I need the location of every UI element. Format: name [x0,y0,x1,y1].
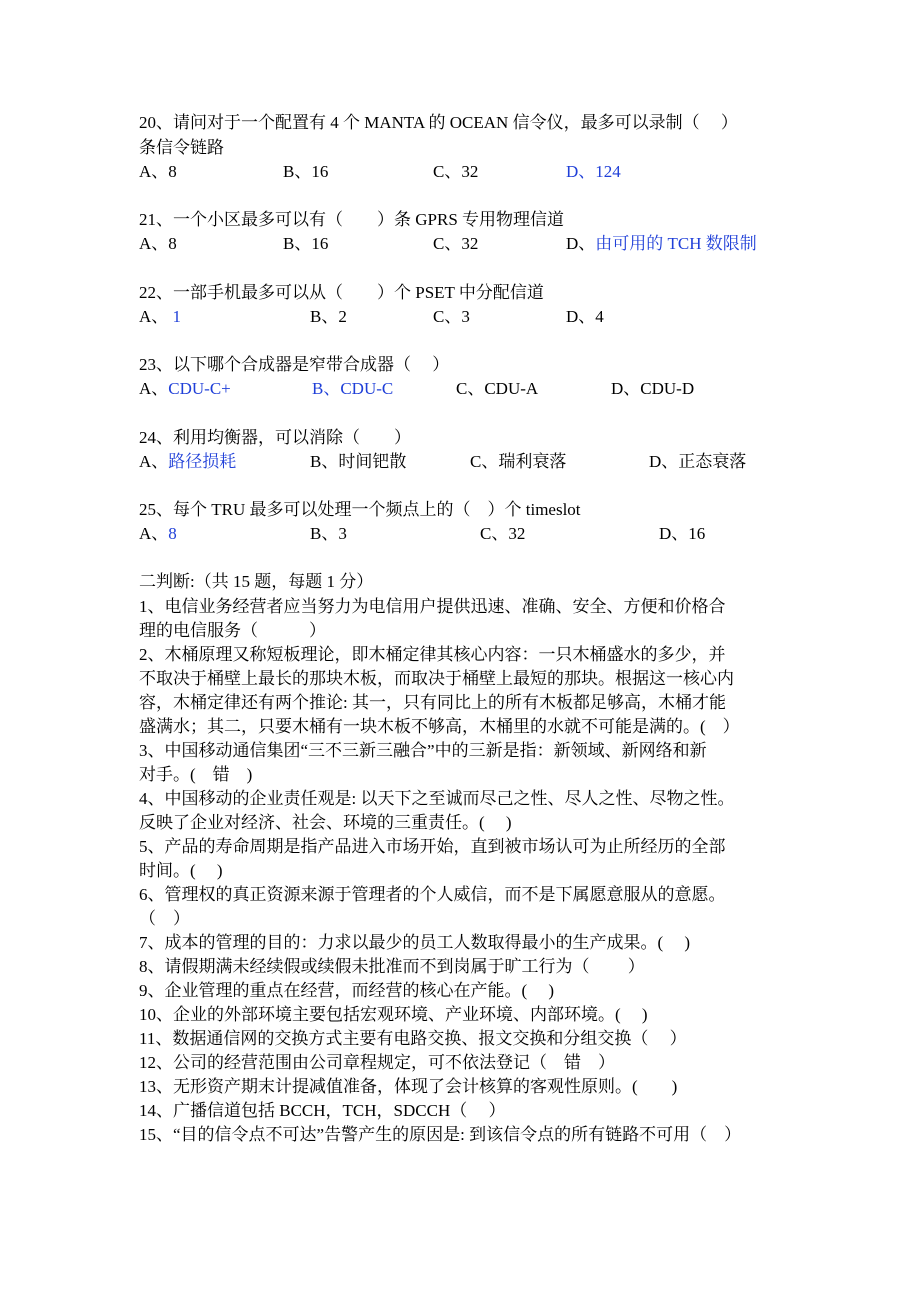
tf-line: 9、企业管理的重点在经营，而经营的核心在产能。( ) [139,981,555,1000]
option-c: C、瑞利衰落 [470,452,567,471]
option-a: A、8 [139,162,177,181]
option-c: C、32 [433,234,479,253]
tf-line: 时间。( ) [139,861,223,880]
section-heading: 二判断:（共 15 题，每题 1 分） [139,572,374,591]
tf-line: 7、成本的管理的目的：力求以最少的员工人数取得最小的生产成果。( ) [139,933,691,952]
option-d: D、CDU-D [611,379,695,398]
tf-line: 盛满水；其二，只要木桶有一块木板不够高，木桶里的水就不可能是满的。( ） [139,717,740,736]
tf-line: 反映了企业对经济、社会、环境的三重责任。( ) [139,813,512,832]
question-25-line-1: 25、每个 TRU 最多可以处理一个频点上的（ ）个 timeslot [139,500,581,519]
option-a: A、路径损耗 [139,452,237,471]
option-c: C、32 [433,162,479,181]
option-b: B、3 [310,524,347,543]
tf-line: 3、中国移动通信集团“三不三新三融合”中的三新是指：新领域、新网络和新 [139,741,707,760]
tf-line: 8、请假期满未经续假或续假未批准而不到岗属于旷工行为（ ） [139,957,645,976]
answer-text: 1 [168,307,182,326]
answer-text: 由可用的 TCH 数限制 [595,234,757,253]
tf-line: 5、产品的寿命周期是指产品进入市场开始，直到被市场认可为止所经历的全部 [139,837,726,856]
tf-line: 10、企业的外部环境主要包括宏观环境、产业环境、内部环境。( ) [139,1005,648,1024]
tf-line: 14、广播信道包括 BCCH，TCH，SDCCH（ ） [139,1101,506,1120]
question-22-line-1: 22、一部手机最多可以从（ ）个 PSET 中分配信道 [139,283,544,302]
tf-line: 6、管理权的真正资源来源于管理者的个人威信，而不是下属愿意服从的意愿。 [139,885,726,904]
tf-line: 13、无形资产期末计提减值准备，体现了会计核算的客观性原则。( ) [139,1077,678,1096]
answer-text: 8 [168,524,177,543]
option-d-answer: D、124 [566,162,621,181]
tf-line: （ ） [139,909,190,928]
option-c: C、CDU-A [456,379,539,398]
option-c: C、32 [480,524,526,543]
question-20-line-2: 条信令链路 [139,138,224,157]
question-20-line-1: 20、请问对于一个配置有 4 个 MANTA 的 OCEAN 信令仪，最多可以录制（ ） [139,113,738,132]
option-d: D、由可用的 TCH 数限制 [566,234,757,253]
option-a: A、 1 [139,307,182,326]
question-24-line-1: 24、利用均衡器，可以消除（ ） [139,428,411,447]
option-b: B、2 [310,307,347,326]
tf-line: 4、中国移动的企业责任观是: 以天下之至诚而尽己之性、尽人之性、尽物之性。 [139,789,735,808]
tf-line: 理的电信服务（ ） [139,621,326,640]
tf-line: 容，木桶定律还有两个推论: 其一，只有同比上的所有木板都足够高，木桶才能 [139,693,726,712]
answer-text: CDU-C+ [168,379,231,398]
question-21-line-1: 21、一个小区最多可以有（ ）条 GPRS 专用物理信道 [139,210,565,229]
tf-line: 1、电信业务经营者应当努力为电信用户提供迅速、准确、安全、方便和价格合 [139,597,726,616]
option-b-answer: B、CDU-C [312,379,394,398]
option-b: B、时间钯散 [310,452,407,471]
question-23-line-1: 23、以下哪个合成器是窄带合成器（ ） [139,355,450,374]
tf-line: 12、公司的经营范围由公司章程规定，可不依法登记（ 错 ） [139,1053,615,1072]
tf-line: 对手。( 错 ) [139,765,253,784]
option-b: B、16 [283,162,329,181]
tf-line: 15、“目的信令点不可达”告警产生的原因是: 到该信令点的所有链路不可用（ ） [139,1125,742,1144]
option-d: D、4 [566,307,604,326]
answer-text: 路径损耗 [168,452,237,471]
option-a: A、CDU-C+ [139,379,231,398]
option-b: B、16 [283,234,329,253]
option-d: D、正态衰落 [649,452,747,471]
option-c: C、3 [433,307,470,326]
option-a: A、8 [139,234,177,253]
tf-line: 2、木桶原理又称短板理论，即木桶定律其核心内容：一只木桶盛水的多少，并 [139,645,726,664]
option-a: A、8 [139,524,177,543]
tf-line: 不取决于桶壁上最长的那块木板，而取决于桶壁上最短的那块。根据这一核心内 [139,669,734,688]
tf-line: 11、数据通信网的交换方式主要有电路交换、报文交换和分组交换（ ） [139,1029,687,1048]
option-d: D、16 [659,524,706,543]
